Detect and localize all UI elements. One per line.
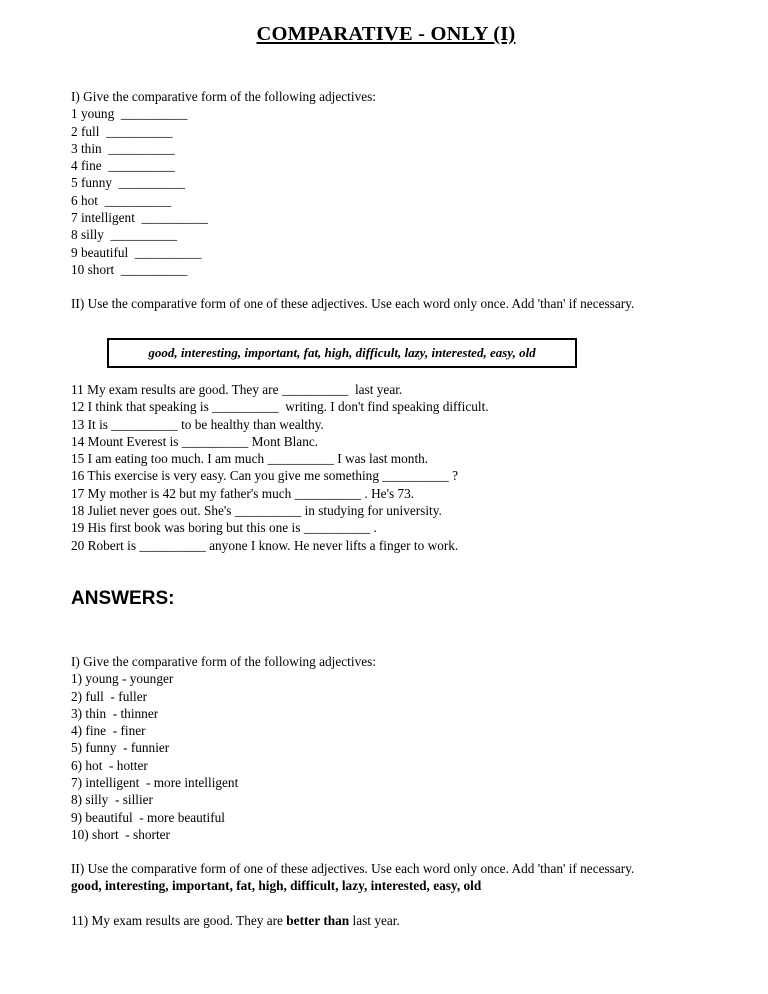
- answer-item: 6) hot - hotter: [71, 757, 148, 773]
- exercise-item: 10 short __________: [71, 261, 188, 277]
- answer-item: 9) beautiful - more beautiful: [71, 809, 225, 825]
- exercise-item: 6 hot __________: [71, 192, 172, 208]
- answers-part1-instruction: I) Give the comparative form of the following adjectives:: [71, 654, 376, 669]
- answers-part1: [71, 653, 731, 843]
- exercise-item: 12 I think that speaking is __________ writing. I don't find speaking difficult.: [71, 399, 489, 415]
- answer-item: 3) thin - thinner: [71, 705, 159, 721]
- exercise-item: 9 beautiful __________: [71, 244, 202, 260]
- exercise-item: 3 thin __________: [71, 140, 175, 156]
- exercise-item: 5 funny __________: [71, 175, 186, 191]
- part2-instruction-block: [71, 295, 661, 312]
- exercise-item: 19 His first book was boring but this one is __________ .: [71, 520, 377, 536]
- page-title: COMPARATIVE - ONLY (I): [256, 23, 516, 45]
- exercise-item: 7 intelligent __________: [71, 210, 209, 226]
- answers-heading: ANSWERS:: [71, 588, 175, 609]
- exercise-item: 16 This exercise is very easy. Can you give me something __________ ?: [71, 468, 459, 484]
- part2-section: [71, 381, 731, 554]
- exercise-item: 15 I am eating too much. I am much __________ I was last month.: [71, 451, 429, 467]
- answer-item: 10) short - shorter: [71, 826, 170, 842]
- part2-instruction: II) Use the comparative form of one of these adjectives. Use each word only once. Add 'than' if necessary.: [71, 296, 635, 311]
- part1-instruction: I) Give the comparative form of the following adjectives:: [71, 89, 376, 104]
- answer-item: 1) young - younger: [71, 671, 174, 687]
- exercise-item: 1 young __________: [71, 106, 188, 122]
- answer-item: 2) full - fuller: [71, 688, 148, 704]
- answer-item: 4) fine - finer: [71, 723, 146, 739]
- answers-part2: [71, 860, 731, 895]
- answer-item: 5) funny - funnier: [71, 740, 170, 756]
- answer-11-suffix: last year.: [349, 913, 400, 928]
- part1-section: [71, 88, 731, 278]
- answer-11-answer: better than: [286, 913, 350, 928]
- exercise-item: 13 It is __________ to be healthy than wealthy.: [71, 416, 324, 432]
- exercise-item: 4 fine __________: [71, 158, 175, 174]
- answer-item: 8) silly - sillier: [71, 792, 153, 808]
- exercise-item: 17 My mother is 42 but my father's much __________ . He's 73.: [71, 485, 415, 501]
- word-box: good, interesting, important, fat, high, difficult, lazy, interested, easy, old: [107, 338, 577, 368]
- exercise-item: 8 silly __________: [71, 227, 178, 243]
- exercise-item: 14 Mount Everest is __________ Mont Blanc.: [71, 433, 319, 449]
- answer-item-11: [71, 912, 731, 929]
- exercise-item: 20 Robert is __________ anyone I know. He never lifts a finger to work.: [71, 537, 459, 553]
- exercise-item: 11 My exam results are good. They are __________ last year.: [71, 382, 403, 397]
- exercise-item: 18 Juliet never goes out. She's __________ in studying for university.: [71, 503, 442, 519]
- exercise-item: 2 full __________: [71, 123, 173, 139]
- answer-item: 7) intelligent - more intelligent: [71, 775, 239, 791]
- answer-11-prefix: 11) My exam results are good. They are: [71, 913, 287, 928]
- answers-part2-words: good, interesting, important, fat, high, difficult, lazy, interested, easy, old: [71, 878, 482, 894]
- answers-part2-instruction: II) Use the comparative form of one of these adjectives. Use each word only once. Add 'than' if necessary.: [71, 861, 635, 876]
